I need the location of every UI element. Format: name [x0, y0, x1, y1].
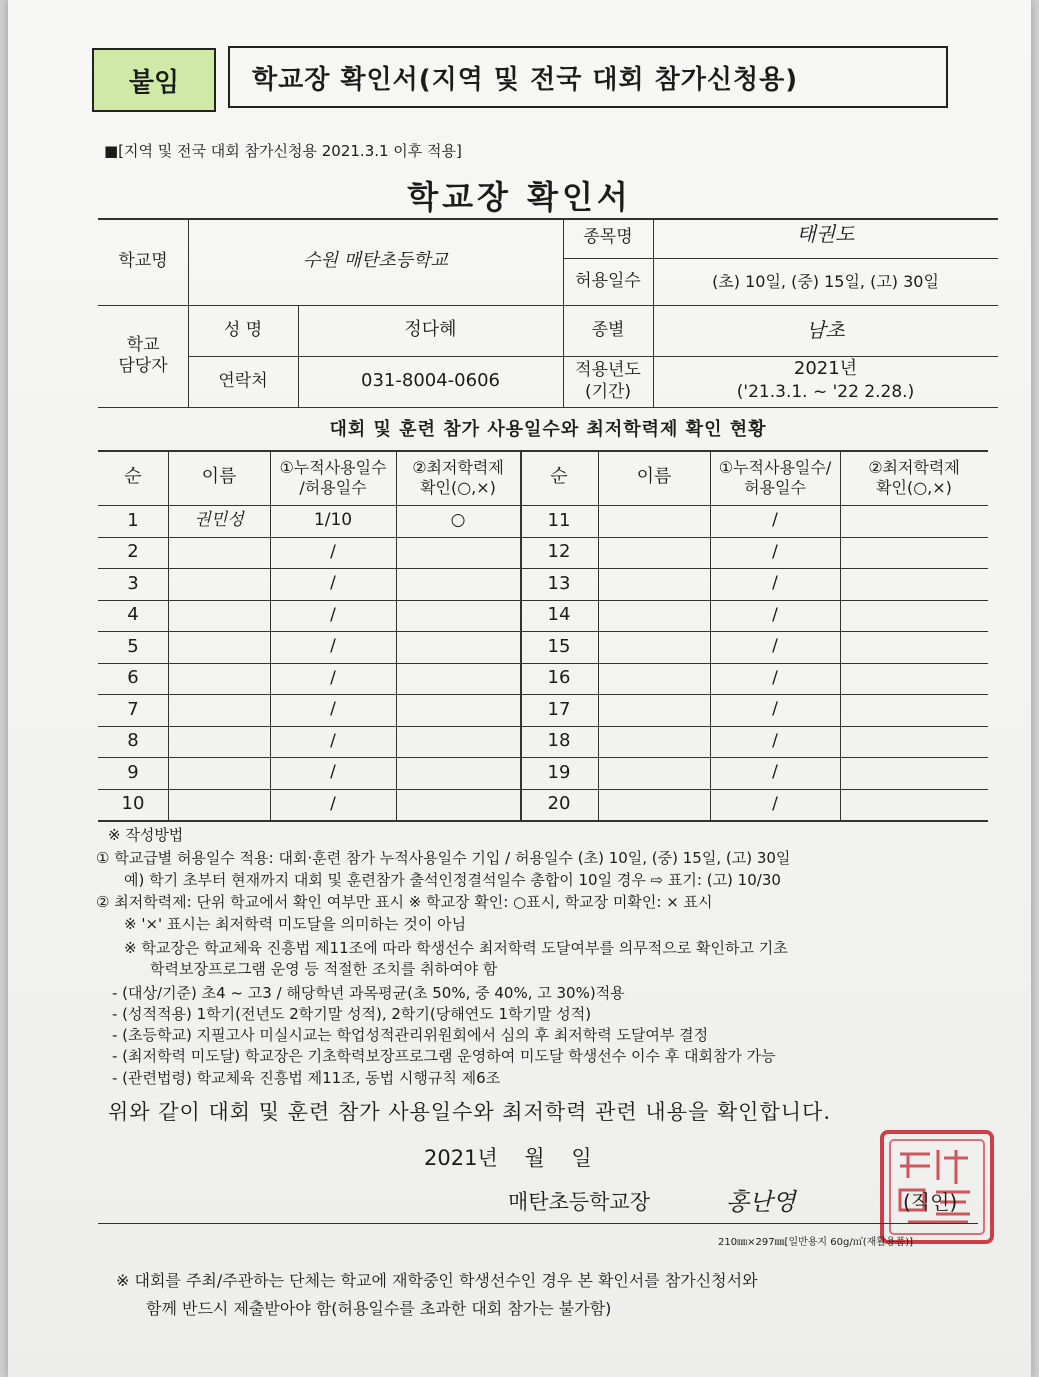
- seal-label: (직인): [903, 1190, 958, 1214]
- instruction-line: - (최저학력 미도달) 학교장은 기초학력보장프로그램 운영하여 미도달 학생선수 이수 후 대회참가 가능: [112, 1047, 776, 1065]
- grade-check-cell: [396, 631, 520, 663]
- manager-label: 학교 담당자: [118, 334, 168, 376]
- student-name-cell: [598, 694, 710, 726]
- signer-title: 매탄초등학교장: [508, 1190, 651, 1214]
- school-value: 수원 매탄초등학교: [303, 250, 448, 272]
- contact-value: 031-8004-0606: [361, 370, 500, 392]
- student-name-cell: [168, 757, 270, 789]
- footer-note-line-2: 함께 반드시 제출받아야 함(허용일수를 초과한 대회 참가는 불가함): [146, 1299, 612, 1318]
- instruction-line: ※ 작성방법: [108, 826, 184, 844]
- row-number-cell: 9: [127, 761, 139, 783]
- row-number-cell: 11: [547, 509, 571, 531]
- category-label: 종별: [591, 319, 625, 340]
- days-used-cell: /: [772, 541, 778, 562]
- student-name-cell: [168, 631, 270, 663]
- row-number-cell: 14: [547, 604, 571, 625]
- row-number-cell: 18: [547, 730, 571, 751]
- days-used-cell: /: [330, 541, 336, 562]
- days-used-cell: /: [772, 604, 778, 625]
- student-name-cell: [168, 537, 270, 569]
- student-name-cell: [598, 726, 710, 758]
- year-value: 2021년: [793, 357, 858, 379]
- sign-date: 2021년 월 일: [424, 1146, 592, 1170]
- instruction-line: ① 학교급별 허용일수 적용: 대회·훈련 참가 누적사용일수 기입 / 허용일수 (초) 10일, (중) 15일, (고) 30일: [96, 849, 791, 867]
- row-number-cell: 13: [547, 572, 571, 594]
- row-number-cell: 8: [127, 730, 139, 751]
- grade-check-cell: [840, 631, 988, 663]
- confirm-statement: 위와 같이 대회 및 훈련 참가 사용일수와 최저학력 관련 내용을 확인합니다.: [108, 1100, 832, 1124]
- grade-check-cell: [396, 757, 520, 789]
- row-number-cell: 4: [127, 604, 139, 625]
- grade-check-cell: ○: [450, 510, 466, 531]
- days-used-cell: /: [772, 730, 778, 751]
- grade-check-cell: [840, 600, 988, 632]
- col-days-header-right: ①누적사용일수/ 허용일수: [718, 457, 832, 497]
- days-used-cell: /: [330, 699, 336, 720]
- grade-check-cell: [840, 663, 988, 695]
- row-number-cell: 2: [127, 541, 139, 562]
- col-days-header: ①누적사용일수 /허용일수: [279, 457, 387, 497]
- instruction-line: ※ 학교장은 학교체육 진흥법 제11조에 따라 학생선수 최저학력 도달여부를 의무적으로 확인하고 기초: [124, 939, 788, 957]
- row-number-cell: 16: [547, 667, 571, 688]
- table-title: 대회 및 훈련 참가 사용일수와 최저학력제 확인 현황: [329, 418, 767, 440]
- grade-check-cell: [840, 789, 988, 821]
- student-name-cell: [598, 505, 710, 537]
- grade-check-cell: [396, 568, 520, 600]
- grade-check-cell: [396, 694, 520, 726]
- student-name-cell: 권민성: [194, 510, 244, 531]
- student-name-cell: [598, 568, 710, 600]
- grade-check-cell: [396, 600, 520, 632]
- year-label: 적용년도 (기간): [575, 360, 641, 402]
- days-used-cell: /: [772, 667, 778, 688]
- days-used-cell: /: [330, 762, 336, 783]
- instruction-line: - (성적적용) 1학기(전년도 2학기말 성적), 2학기(당해연도 1학기말 성적): [112, 1005, 592, 1023]
- days-used-cell: /: [330, 604, 336, 625]
- contact-label: 연락처: [218, 370, 268, 391]
- grade-check-cell: [840, 757, 988, 789]
- instruction-line: - (초등학교) 지필고사 미실시교는 학업성적관리위원회에서 심의 후 최저학력 도달여부 결정: [112, 1026, 709, 1044]
- instruction-line: 예) 학기 초부터 현재까지 대회 및 훈련참가 출석인정결석일수 총합이 10일 경우 ⇨ 표기: (고) 10/30: [124, 871, 781, 889]
- student-name-cell: [598, 663, 710, 695]
- grade-check-cell: [840, 694, 988, 726]
- grade-check-cell: [396, 789, 520, 821]
- document-page: [8, 0, 1031, 1377]
- allowed-value: (초) 10일, (중) 15일, (고) 30일: [712, 271, 939, 291]
- event-value: 태권도: [796, 221, 855, 246]
- days-used-cell: 1/10: [313, 510, 353, 531]
- attachment-tag: 붙임: [92, 48, 216, 112]
- instruction-line: - (대상/기준) 초4 ~ 고3 / 해당학년 과목평균(초 50%, 중 40%, 고 30%)적용: [112, 984, 625, 1002]
- student-name-cell: [168, 568, 270, 600]
- days-used-cell: /: [772, 636, 778, 657]
- category-value: 남초: [806, 318, 845, 342]
- student-name-cell: [598, 631, 710, 663]
- student-name-cell: [168, 600, 270, 632]
- allowed-label: 허용일수: [575, 270, 641, 291]
- signer-name: 홍난영: [726, 1188, 796, 1216]
- table-bottom-border: [98, 820, 988, 822]
- row-number-cell: 5: [127, 635, 139, 657]
- days-used-cell: /: [330, 636, 336, 657]
- days-used-cell: /: [330, 667, 336, 688]
- row-number-cell: 20: [547, 793, 571, 814]
- col-check-header: ②최저학력제 확인(○,×): [412, 457, 504, 497]
- student-name-cell: [598, 600, 710, 632]
- footer-divider: [98, 1223, 978, 1224]
- row-number-cell: 10: [121, 793, 145, 814]
- student-name-cell: [598, 789, 710, 821]
- student-name-cell: [168, 789, 270, 821]
- row-number-cell: 15: [547, 635, 571, 657]
- instruction-line: ② 최저학력제: 단위 학교에서 확인 여부만 표시 ※ 학교장 확인: ○표시, 학교장 미확인: × 표시: [96, 893, 713, 911]
- row-number-cell: 19: [547, 761, 571, 783]
- grade-check-cell: [396, 726, 520, 758]
- name-label: 성 명: [223, 319, 263, 340]
- grade-check-cell: [396, 537, 520, 569]
- days-used-cell: /: [772, 762, 778, 783]
- name-value: 정다혜: [404, 319, 457, 341]
- row-number-cell: 17: [547, 698, 571, 720]
- col-name-header-right: 이름: [636, 466, 672, 488]
- form-title: 학교장 확인서: [407, 178, 632, 216]
- student-name-cell: [168, 726, 270, 758]
- event-label: 종목명: [583, 227, 633, 248]
- col-check-header-right: ②최저학력제 확인(○,×): [868, 457, 960, 497]
- days-used-cell: /: [330, 793, 336, 814]
- row-number-cell: 1: [127, 509, 139, 531]
- col-name-header: 이름: [201, 466, 237, 488]
- paper-size-note: 210㎜×297㎜[일반용지 60g/㎡(재활용품)]: [718, 1237, 914, 1248]
- grade-check-cell: [840, 537, 988, 569]
- row-number-cell: 3: [127, 572, 139, 594]
- days-used-cell: /: [772, 510, 778, 531]
- instruction-line: 학력보장프로그램 운영 등 적절한 조치를 취하여야 함: [150, 960, 498, 978]
- col-no-header: 순: [124, 466, 142, 488]
- row-number-cell: 12: [547, 541, 571, 562]
- footer-note-line-1: ※ 대회를 주최/주관하는 단체는 학교에 재학중인 학생선수인 경우 본 확인서를 참가신청서와: [116, 1271, 758, 1290]
- student-name-cell: [598, 757, 710, 789]
- student-name-cell: [168, 694, 270, 726]
- days-used-cell: /: [772, 699, 778, 720]
- grade-check-cell: [840, 505, 988, 537]
- student-name-cell: [598, 537, 710, 569]
- days-used-cell: /: [330, 730, 336, 751]
- row-number-cell: 6: [127, 667, 139, 688]
- student-name-cell: [168, 663, 270, 695]
- grade-check-cell: [396, 663, 520, 695]
- form-subtitle: ■[지역 및 전국 대회 참가신청용 2021.3.1 이후 적용]: [104, 142, 462, 160]
- instruction-line: - (관련법령) 학교체육 진흥법 제11조, 동법 시행규칙 제6조: [112, 1069, 501, 1087]
- days-used-cell: /: [772, 573, 778, 594]
- period-value: ('21.3.1. ~ '22 2.28.): [736, 382, 915, 403]
- row-number-cell: 7: [127, 698, 139, 720]
- header-title: 학교장 확인서(지역 및 전국 대회 참가신청용): [228, 46, 948, 108]
- grade-check-cell: [840, 726, 988, 758]
- school-label: 학교명: [118, 250, 168, 271]
- days-used-cell: /: [330, 573, 336, 594]
- days-used-cell: /: [772, 793, 778, 814]
- col-no-header-right: 순: [550, 466, 568, 488]
- instruction-line: ※ '×' 표시는 최저학력 미도달을 의미하는 것이 아님: [124, 915, 467, 933]
- info-line: [98, 407, 998, 408]
- grade-check-cell: [840, 568, 988, 600]
